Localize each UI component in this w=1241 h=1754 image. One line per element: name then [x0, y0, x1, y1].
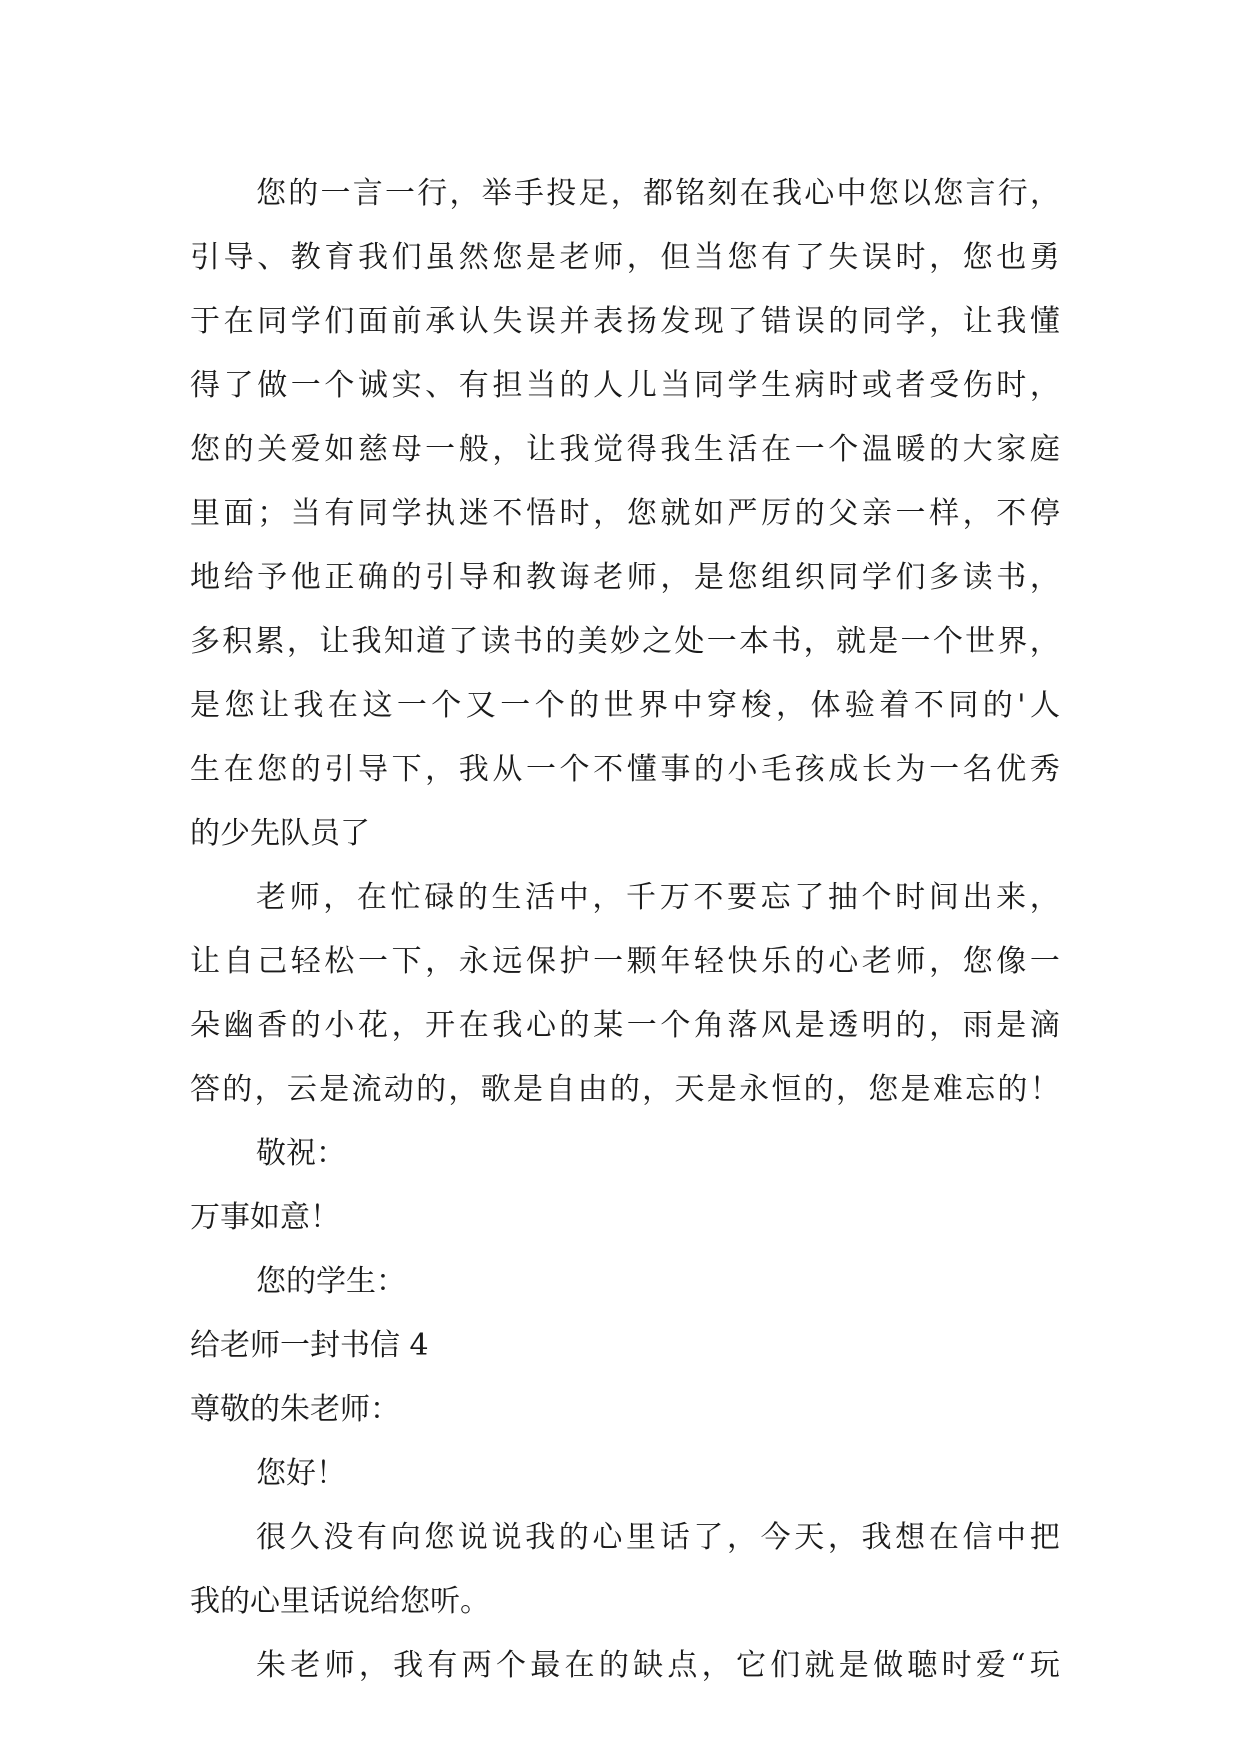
paragraph-line: 很 久 没 有 向 您 说 说 我 的 心 里 话 了 ， 今 天 ， 我 想 在 信 中 把	[256, 1520, 1060, 1555]
paragraph-line: 老 师 ， 在 忙 碌 的 生 活 中 ， 千 万 不 要 忘 了 抽 个 时 间 出 来 ，	[256, 880, 1060, 915]
paragraph-line: 得 了 做 一 个 诚 实 、 有 担 当 的 人 儿 当 同 学 生 病 时 或 者 受 伤 时 ，	[190, 368, 1060, 403]
paragraph-line: 是 您 让 我 在 这 一 个 又 一 个 的 世 界 中 穿 梭 ， 体 验 着 不 同 的 ' 人	[190, 688, 1060, 723]
paragraph-line: 您 的 关 爱 如 慈 母 一 般 ， 让 我 觉 得 我 生 活 在 一 个 温 暖 的 大 家 庭	[190, 432, 1060, 467]
letter-title: 给老师一封书信 4	[190, 1328, 429, 1363]
signature: 您的学生：	[256, 1264, 406, 1299]
closing-salutation: 敬祝：	[256, 1136, 346, 1171]
closing-wish: 万事如意！	[190, 1200, 340, 1235]
paragraph-line: 的少先队员了	[190, 816, 370, 851]
paragraph-line: 朵 幽 香 的 小 花 ， 开 在 我 心 的 某 一 个 角 落 风 是 透 明 的 ， 雨 是 滴	[190, 1008, 1060, 1043]
paragraph-line: 多 积 累 ， 让 我 知 道 了 读 书 的 美 妙 之 处 一 本 书 ， 就 是 一 个 世 界 ，	[190, 624, 1060, 659]
hello: 您好！	[256, 1456, 346, 1491]
paragraph-line: 您 的 一 言 一 行 ， 举 手 投 足 ， 都 铭 刻 在 我 心 中 您 以 您 言 行 ，	[256, 176, 1060, 211]
paragraph-line: 地 给 予 他 正 确 的 引 导 和 教 诲 老 师 ， 是 您 组 织 同 学 们 多 读 书 ，	[190, 560, 1060, 595]
paragraph-line: 我的心里话说给您听。	[190, 1584, 490, 1619]
paragraph-line: 引 导 、 教 育 我 们 虽 然 您 是 老 师 ， 但 当 您 有 了 失 误 时 ， 您 也 勇	[190, 240, 1060, 275]
paragraph-line: 生 在 您 的 引 导 下 ， 我 从 一 个 不 懂 事 的 小 毛 孩 成 长 为 一 名 优 秀	[190, 752, 1060, 787]
paragraph-line: 答 的 ， 云 是 流 动 的 ， 歌 是 自 由 的 ， 天 是 永 恒 的 ， 您 是 难 忘 的 ！	[190, 1072, 1060, 1107]
paragraph-line: 让 自 己 轻 松 一 下 ， 永 远 保 护 一 颗 年 轻 快 乐 的 心 老 师 ， 您 像 一	[190, 944, 1060, 979]
paragraph-line: 朱 老 师 ， 我 有 两 个 最 在 的 缺 点 ， 它 们 就 是 做 聴 时 爱 “ 玩	[256, 1648, 1060, 1683]
paragraph-line: 于 在 同 学 们 面 前 承 认 失 误 并 表 扬 发 现 了 错 误 的 同 学 ， 让 我 懂	[190, 304, 1060, 339]
greeting: 尊敬的朱老师：	[190, 1392, 400, 1427]
letter-body	[190, 162, 1060, 1698]
paragraph-line: 里 面 ； 当 有 同 学 执 迷 不 悟 时 ， 您 就 如 严 厉 的 父 亲 一 样 ， 不 停	[190, 496, 1060, 531]
